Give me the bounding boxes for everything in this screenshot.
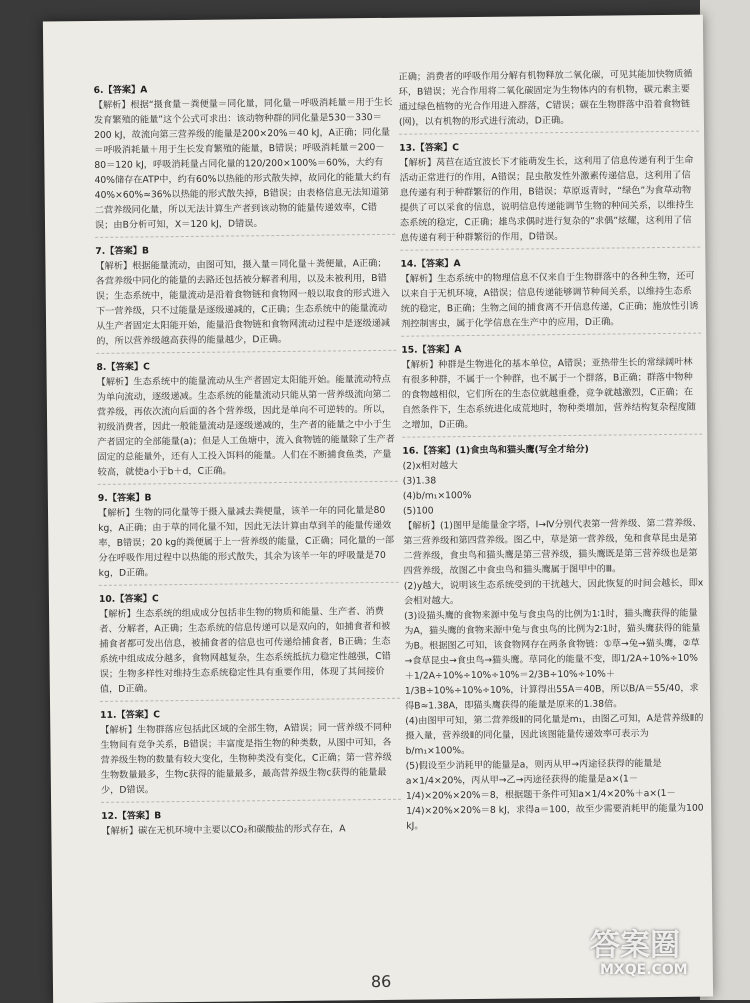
answer-line: 8.【答案】C — [96, 361, 150, 373]
answer-item — [96, 357, 397, 485]
answer-item — [101, 806, 401, 843]
answer-item — [398, 67, 699, 135]
answer-line: 7.【答案】B — [95, 245, 149, 257]
explanation-text: 【解析】根据能量流动，由图可知，摄入量＝同化量＋粪便量，A正确；各营养级中同化的能量的去路还包括被分解者利用，以及未被利用，B错误；生态系统中，能量流动是沿着食物链和食物网一般以取食的形式进入下一营养级，只不过能量是逐级递减的，C正确；生态系统中的能量流动从生产者固定太阳能开始，能量沿食物链和食物网流动过程中是逐级递减的，所以营养级越高获得的能量越少，D正确。 — [95, 257, 391, 347]
answer-line: 11.【答案】C — [100, 709, 160, 721]
explanation-text: 【解析】根据“摄食量－粪便量＝同化量，同化量－呼吸消耗量＝用于生长发育繁殖的能量”这个公式可求出：该动物种群的同化量是530－330＝200 kJ，故流向第三营养级的能量是200×20%＝40 kJ，A正确；同化量＝呼吸消耗量＋用于生长发育繁殖的能量，B错误；呼吸消耗量＝200－80＝120 kJ，呼吸消耗量占同化量的120/200×100%＝60%，大约有40%储存在ATP中，约有60%以热能的形式散失掉，故同化的能量大约有40%×60%≈36%以热能的形式散失掉，B错误；由表格信息无法知道第二营养级同化量，所以无法计算生产者到该动物的能量传递效率，C错误；由B分析可知，X＝120 kJ，D错误。 — [93, 96, 393, 231]
explanation-text: 【解析】种群是生物进化的基本单位，A错误；亚热带生长的常绿阔叶林有很多种群，不属于一个种群，也不属于一个群落，B正确；群落中物种的食物越相似，它们所在的生态位就越重叠，竞争就越激烈，C正确；在自然条件下，生态系统进化成荒地时，物种类增加，营养结构复杂程度随之增加，D正确。 — [401, 356, 697, 431]
answer-line: 9.【答案】B — [97, 492, 152, 504]
answer-item — [99, 589, 400, 702]
answer-item — [400, 254, 701, 337]
answer-item — [399, 138, 700, 251]
answer-line: 14.【答案】A — [400, 258, 461, 270]
explanation-text: 【解析】生态系统中的能量流动从生产者固定太阳能开始。能量流动特点为单向流动，逐级递减。生态系统的能量流动只能从第一营养级流向第二营养级，再依次流向后面的各个营养级，因此是单向不可逆转的。所以，初级消费者，因此一般能量流动是逐级递减的，生产者的能量之中小于生产者固定的全部能量(a)；但是人工鱼塘中，流入食物链的能量除了生产者固定的总能量外，还有人工投入饵料的能量。人们在不断捕食鱼类，产量较高，就使a小于b＋d，C正确。 — [96, 373, 395, 478]
answer-item — [100, 705, 401, 803]
right-column — [398, 67, 706, 844]
answer-line: 10.【答案】C — [98, 593, 159, 605]
answer-line: 13.【答案】C — [399, 142, 460, 154]
answer-item — [402, 441, 706, 838]
answer-line: 6.【答案】A — [93, 84, 148, 96]
explanation-text: 【解析】生态系统中的物理信息不仅来自于生物群落中的各种生物，还可以来自于无机环境，A错误；信息传递能够调节种间关系，以维持生态系统的稳定，B正确；生物之间的捕食离不开信息传递，C正确；施放性引诱剂控制害虫，属于化学信息在生产中的应用，D正确。 — [400, 270, 699, 330]
explanation-text: 【解析】碳在无机环境中主要以CO₂和碳酸盐的形式存在，A — [101, 823, 346, 837]
explanation-text: (2)x相对越大 (3)1.38 (4)b/m₁×100% (5)100 【解析】(1)图甲是能量金字塔，Ⅰ→Ⅳ分别代表第一营养级、第二营养级、第三营养级和第四营养级。图乙中，草是第一营养级，兔和食草昆虫是第二营养级，食虫鸟和猫头鹰是第三营养级，猫头鹰既是第三营养级也是第四营养级，故图乙中食虫鸟和猫头鹰属于图甲中的Ⅲ。 (2)y越大，说明该生态系统受到的干扰越大，因此恢复的时间会越长，即x会相对越大。 (3)设猫头鹰的食物来源中兔与食虫鸟的比例为1∶1时，猫头鹰获得的能量为A，猫头鹰的食物来源中兔与食虫鸟的比例为2∶1时，猫头鹰获得的能量为B。根据图乙可知，该食物网存在两条食物链：①草→兔→猫头鹰，②草→食草昆虫→食虫鸟→猫头鹰。草同化的能量不变，即1/2A÷10%÷10%＋1/2A÷10%÷10%÷10%＝2/3B÷10%÷10%＋1/3B÷10%÷10%÷10%，计算得出55A＝40B，所以B/A＝55/40，求得B≈1.38A，即猫头鹰获得的能量是原来的1.38倍。 (4)由图甲可知，第二营养级Ⅱ的同化量是m₁，由图乙可知，A是营养级Ⅱ的摄入量，营养级Ⅱ的同化量，因此该图能量传递效率可表示为b/m₁×100%。 (5)假设至少消耗甲的能量是a，则丙从甲→丙途径获得的能量是a×1/4×20%，丙从甲→乙→丙途径获得的能量是a×(1－1/4)×20%×20%＝8，根据题干条件可知a×1/4×20%＋a×(1－1/4)×20%×20%＝8 kJ，求得a＝100，故至少需要消耗甲的能量为100 kJ。 — [402, 460, 704, 832]
answer-line: 15.【答案】A — [401, 344, 462, 356]
explanation-text: 正确；消费者的呼吸作用分解有机物释放二氧化碳，可见其能加快物质循环，B错误；光合作用将二氧化碳固定为生物体内的有机物，碳元素主要通过绿色植物的光合作用进入群落，C错误；碳在生物群落中沿着食物链(网)，以有机物的形式进行流动，D正确。 — [398, 68, 693, 128]
answer-item — [94, 80, 396, 238]
explanation-text: 【解析】生物群落应包括此区域的全部生物，A错误；同一营养级不同种生物间有竞争关系，B错误；丰富度是指生物的种类数，从图中可知，各营养级生物的数量有较大变化，生物种类没有变化，C正确；第一营养级生物数量最多，生物c获得的能量最多，最高营养级生物c获得的能量最少，D错误。 — [100, 721, 392, 796]
left-column — [94, 80, 402, 849]
answer-item — [95, 241, 396, 354]
watermark-url: MXQE.COM — [600, 962, 688, 978]
answer-line: 16.【答案】(1)食虫鸟和猫头鹰(写全才给分) — [402, 443, 589, 457]
answer-item — [401, 340, 702, 438]
watermark-logo: 答案圈 — [590, 928, 680, 963]
answer-item — [98, 488, 399, 586]
answer-line: 12.【答案】B — [101, 810, 162, 822]
page-number: 86 — [370, 971, 392, 992]
explanation-text: 【解析】生物的同化量等于摄入量减去粪便量，该羊一年的同化量是80 kg，A正确；由于草的同化量不知，因此无法计算由草到羊的能量传递效率，B错误；20 kg的粪便属于上一营养级的能量，C正确；同化量的一部分在呼吸作用过程中以热能的形式散失，其余为该羊一年的呼吸量是70 kg，D正确。 — [97, 504, 395, 579]
explanation-text: 【解析】生态系统的组成成分包括非生物的物质和能量、生产者、消费者、分解者，A正确；生态系统的信息传递可以是双向的，如捕食者和被捕食者都可发出信息，被捕食者的信息也可传递给捕食者，B正确；生态系统中组成成分越多，食物网越复杂，生态系统抵抗力稳定性越强，C错误；生物多样性对维持生态系统稳定性具有重要作用，体现了其间接价值，D正确。 — [99, 605, 391, 695]
book-page — [43, 15, 713, 1003]
explanation-text: 【解析】莴苣在适宜波长下才能萌发生长，这利用了信息传递有利于生命活动正常进行的作用，A错误；昆虫散发性外激素传递信息，这利用了信息传递有利于种群繁衍的作用，B错误；草原返青时，“绿色”为食草动物提供了可以采食的信息，说明信息传递能调节生物的种间关系，以维持生态系统的稳定，C正确；雄鸟求偶时进行复杂的“求偶”炫耀，这利用了信息传递有利于种群繁衍的作用，D错误。 — [399, 154, 694, 244]
